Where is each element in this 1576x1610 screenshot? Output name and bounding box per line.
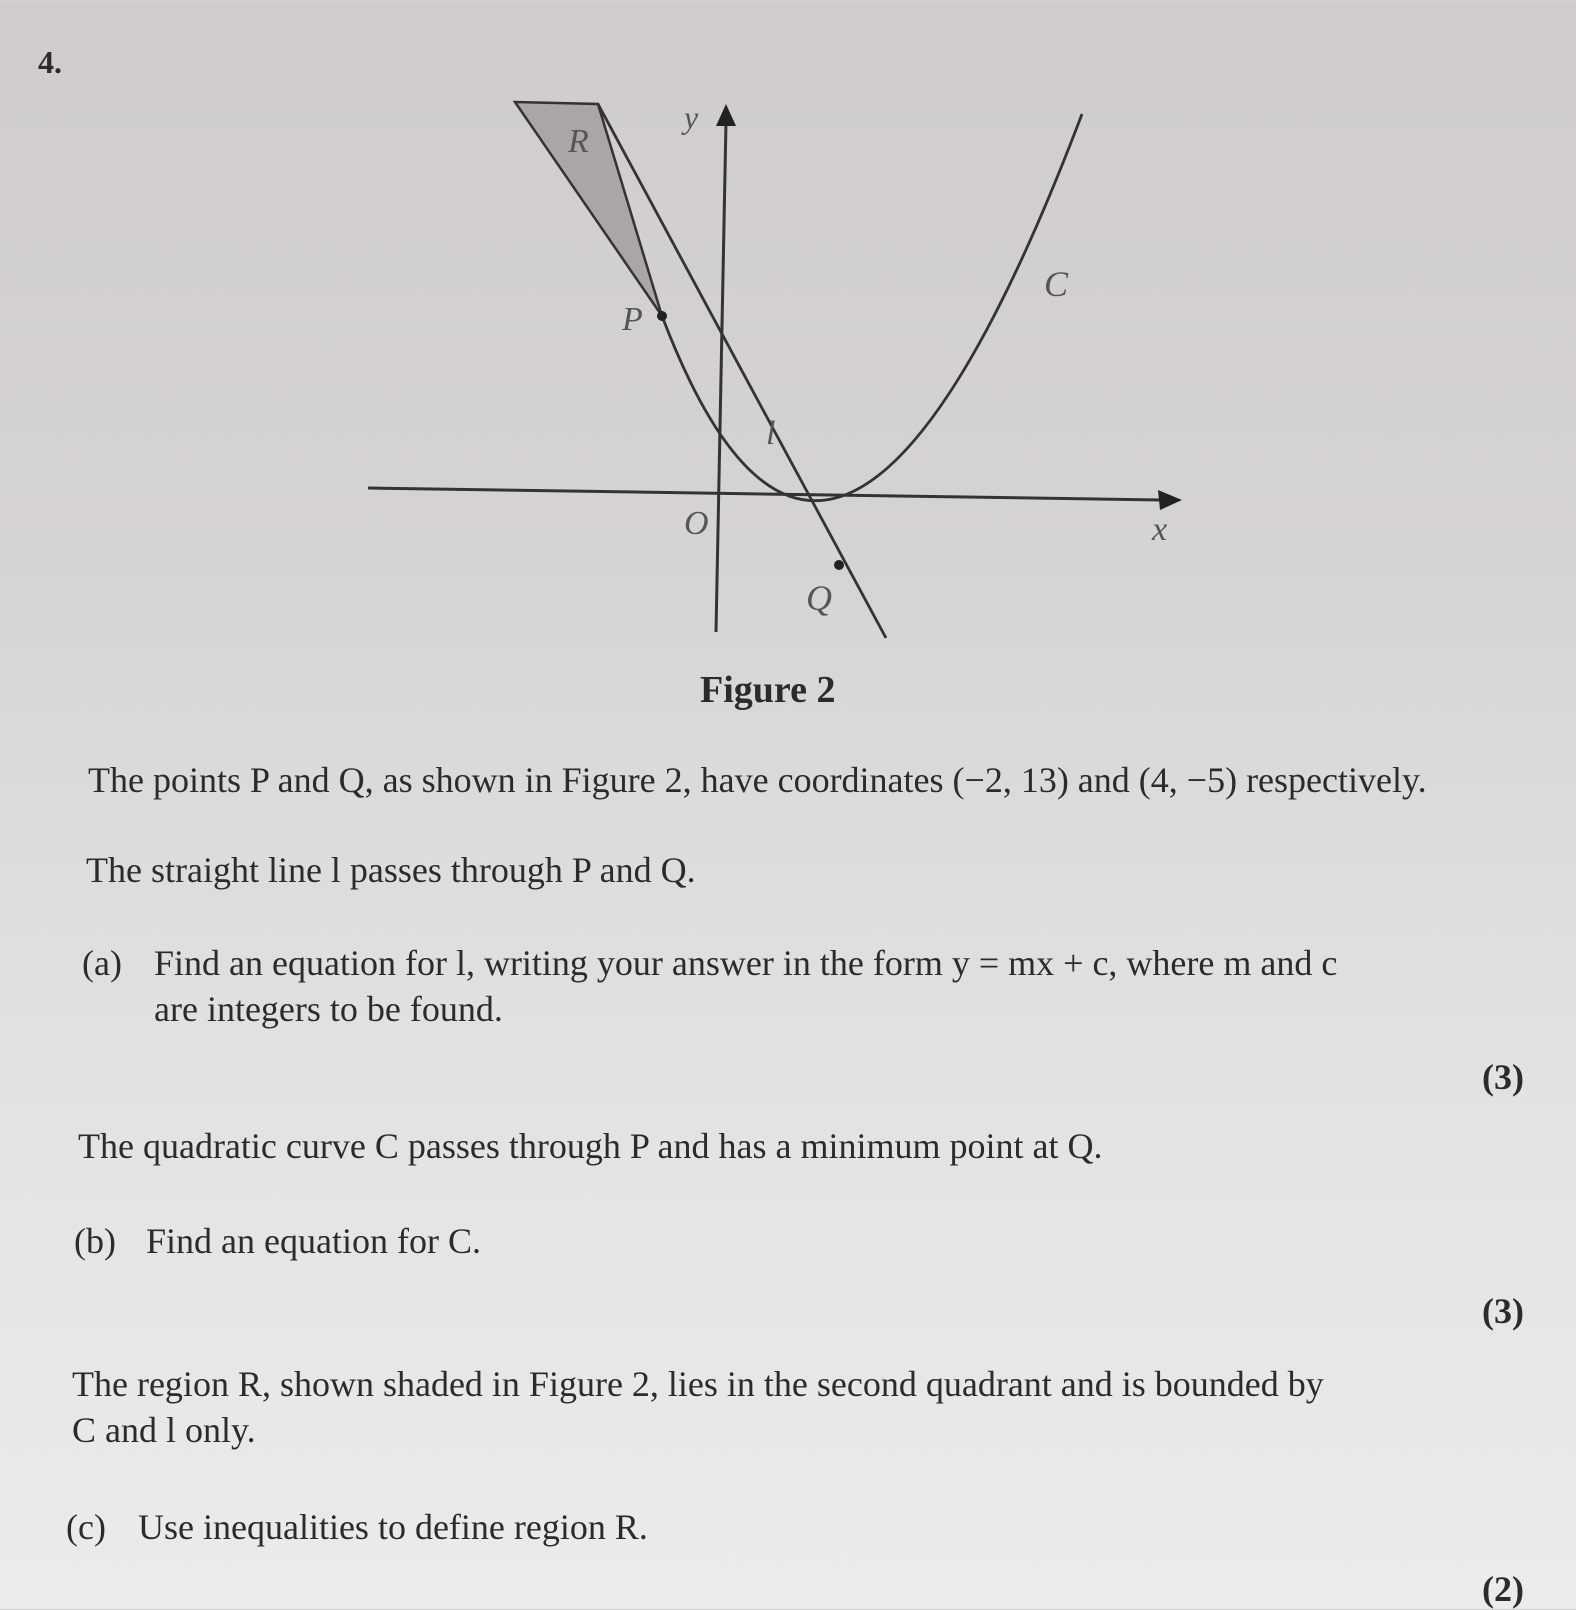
intro-paragraph-1: The points P and Q, as shown in Figure 2, have coordinates (−2, 13) and (4, −5) respectively. [88, 760, 1427, 800]
part-c [66, 1504, 966, 1554]
label-region-r: R [568, 123, 589, 160]
part-b-label: (b) [74, 1221, 116, 1261]
label-origin: O [684, 505, 709, 542]
label-point-q: Q [806, 578, 832, 618]
label-line-l: l [766, 415, 776, 452]
label-x-axis: x [1152, 511, 1168, 548]
x-axis [368, 488, 1162, 500]
intro-paragraph-2: The straight line l passes through P and Q. [86, 850, 696, 890]
figure-2 [0, 0, 1576, 660]
part-a-label: (a) [82, 943, 122, 983]
part-a-marks: (3) [1482, 1057, 1524, 1097]
question-number: 4. [38, 44, 62, 80]
part-a-line-1: Find an equation for l, writing your answer in the form y = mx + c, where m and c [154, 943, 1338, 983]
label-y-axis: y [684, 99, 699, 135]
part-b-text: Find an equation for C. [146, 1221, 481, 1261]
line-l [598, 104, 886, 638]
point-p [657, 311, 667, 321]
paragraph-c-line-2: C and l only. [72, 1410, 256, 1450]
y-axis [716, 122, 726, 632]
part-b [74, 1218, 974, 1268]
part-c-label: (c) [66, 1507, 106, 1547]
part-a-line-2: are integers to be found. [154, 989, 503, 1029]
part-b-marks: (3) [1482, 1291, 1524, 1331]
label-curve-c: C [1044, 264, 1069, 304]
x-axis-arrowhead [1158, 490, 1182, 510]
part-c-marks: (2) [1482, 1569, 1524, 1609]
part-a [82, 940, 1522, 1036]
paragraph-b: The quadratic curve C passes through P and has a minimum point at Q. [78, 1126, 1103, 1166]
point-q [834, 560, 844, 570]
label-point-p: P [622, 301, 643, 338]
figure-caption: Figure 2 [700, 669, 836, 711]
part-c-text: Use inequalities to define region R. [138, 1507, 648, 1547]
paragraph-c-line-1: The region R, shown shaded in Figure 2, lies in the second quadrant and is bounded by [72, 1364, 1324, 1404]
y-axis-arrowhead [716, 104, 736, 126]
